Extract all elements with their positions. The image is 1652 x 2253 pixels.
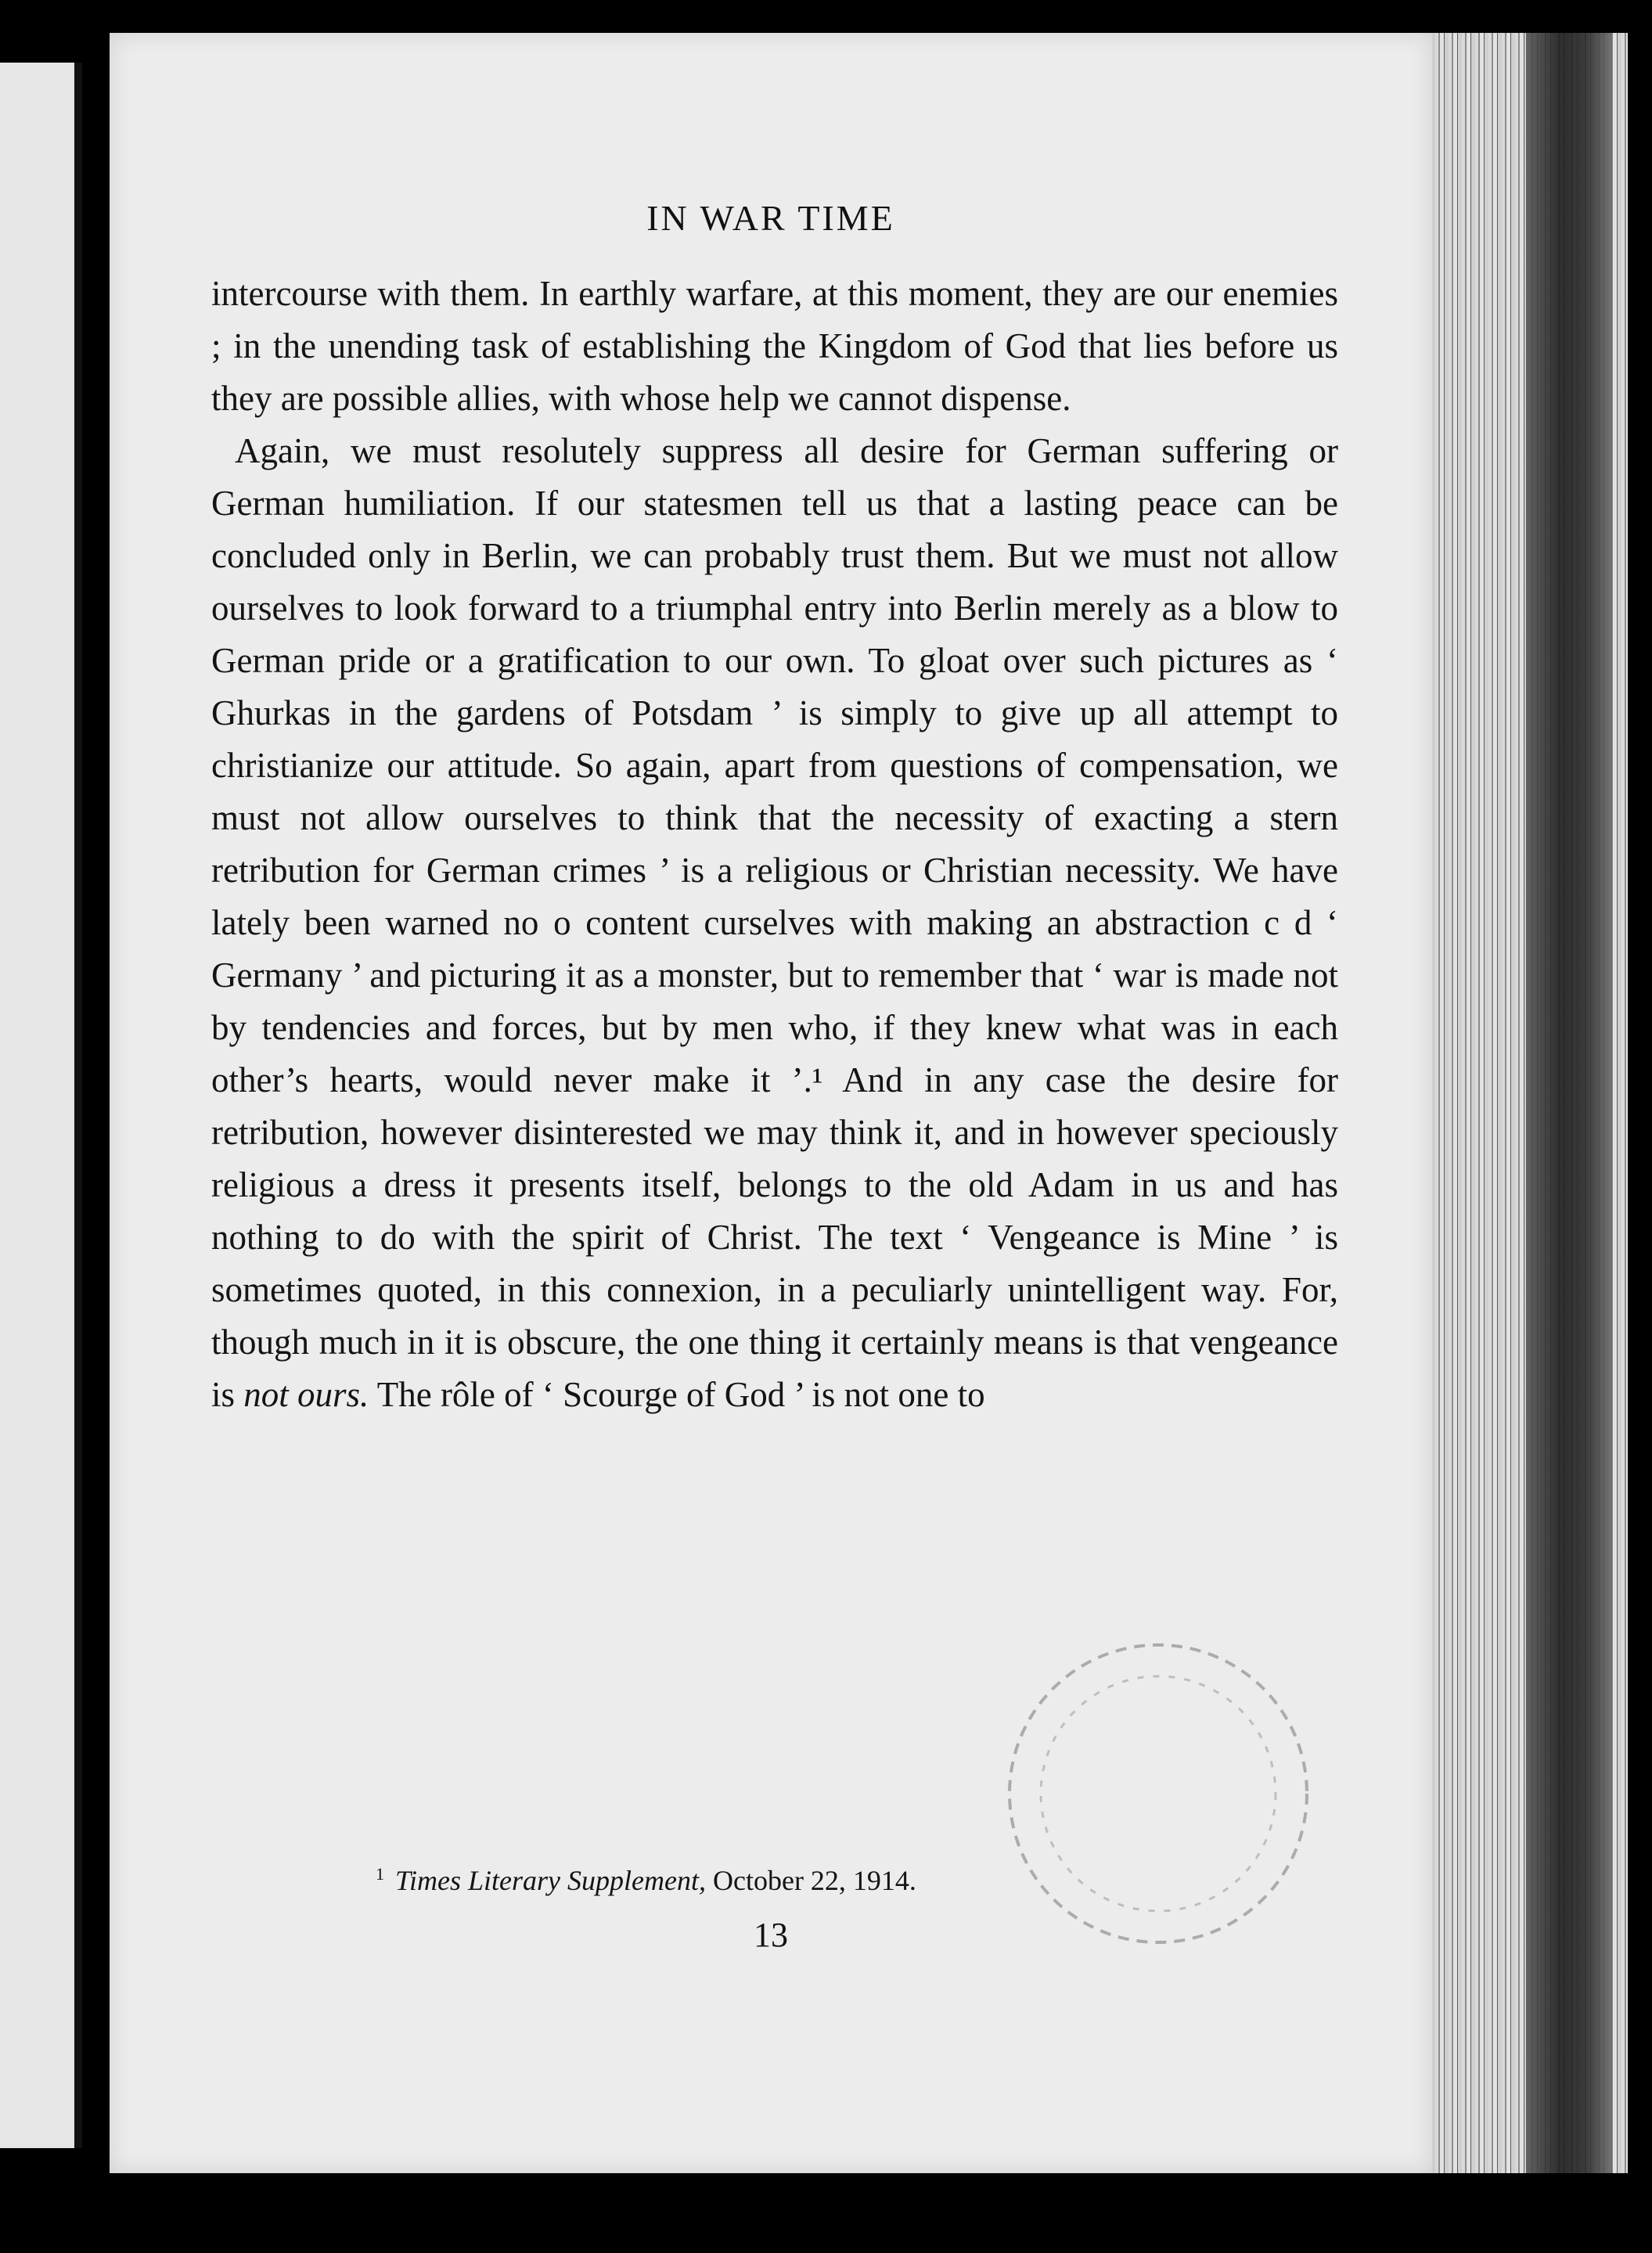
- last-line-rest: The rôle of ‘ Scourge of God ’ is not one to: [369, 1375, 985, 1414]
- page-edge-shadow: [1526, 33, 1612, 2173]
- library-stamp: [994, 1629, 1323, 1958]
- paragraph-2-text: Again, we must resolutely suppress all desire for German suffering or German humiliation. If our statesmen tell us that a lasting peace can be concluded only in Berlin, we can probably trust them. But we must not allow ourselves to look forward to a triumphal entry into Berlin merely as a blow to German pride or a gratification to our own. To gloat over such pictures as ‘ Ghurkas in the gardens of Potsdam ’ is simply to give up all attempt to christianize our attitude. So again, apart from questions of compensation, we must not allow ourselves to think that the necessity of exacting a stern retribution for German crimes ’ is a religious or Christian necessity. We have lately been warned no o content curselves with making an abstraction c d ‘ Germany ’ and picturing it as a monster, but to remember that ‘ war is made not by tendencies and forces, but by men who, if they knew what was in each other’s hearts, would never make it ’.¹ And in any case the desire for retribution, however disinterested we may think it, and in however speciously religious a dress it presents itself, belongs to the old Adam in us and has nothing to do with the spirit of Christ. The text ‘ Vengeance is Mine ’ is sometimes quoted, in this connexion, in a peculiarly unintelligent way. For, though much in it is obscure, the one thing it certainly means is that vengeance is: [211, 431, 1338, 1414]
- page-number: 13: [754, 1916, 788, 1954]
- footnote-date: October 22, 1914.: [705, 1865, 916, 1896]
- book-page: [110, 33, 1432, 2173]
- body-text: [211, 268, 1338, 1421]
- paragraph-2: [211, 425, 1338, 1421]
- running-head: IN WAR TIME: [646, 198, 895, 238]
- footnote: [376, 1864, 916, 1897]
- footnote-source: Times Literary Supplement,: [395, 1865, 706, 1896]
- paragraph-1: intercourse with them. In earthly warfare, at this moment, they are our enemies ; in the unending task of establishing the Kingdom of God that lies before us they are possible allies, with whose help we cannot dispense.: [211, 274, 1338, 418]
- last-line-italic: not ours.: [243, 1375, 369, 1414]
- page-edge-stack: [1409, 33, 1628, 2173]
- footnote-marker: 1: [376, 1864, 384, 1884]
- left-facing-page: [0, 63, 82, 2148]
